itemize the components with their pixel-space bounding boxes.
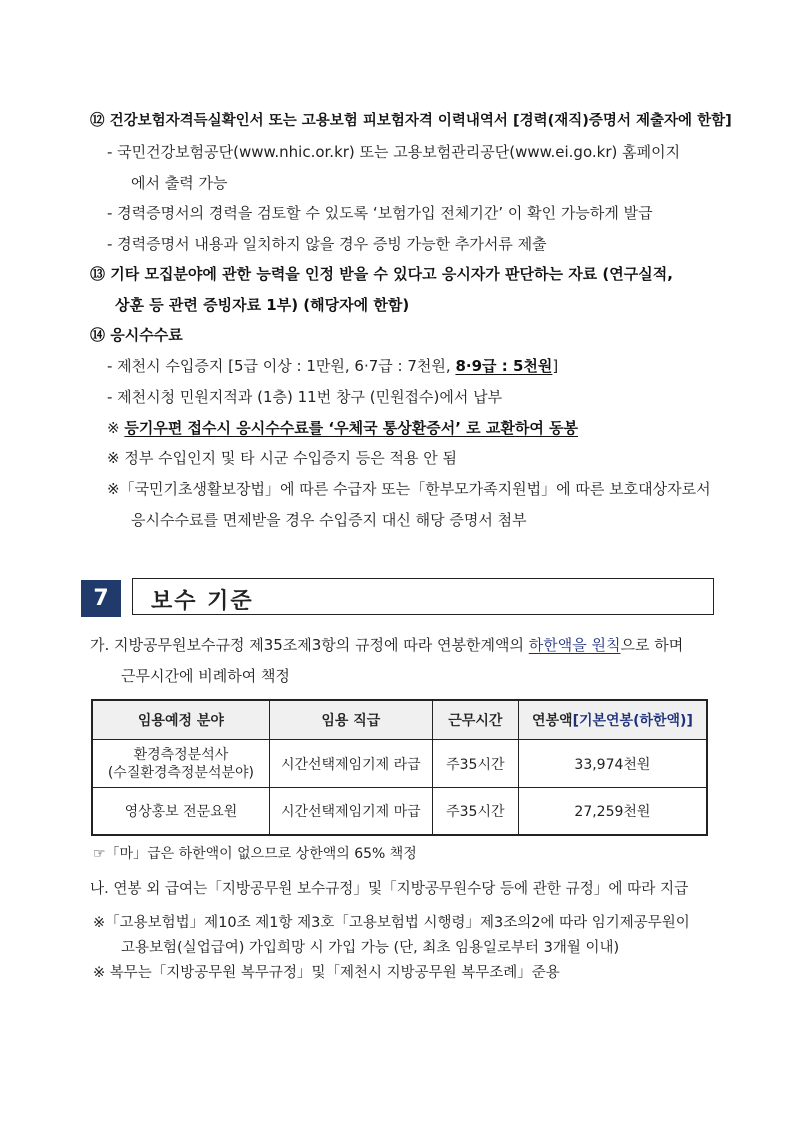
- item14-note1-mark: ※: [107, 419, 120, 437]
- final-note1-b: 고용보험(실업급여) 가입희망 시 가입 가능 (단, 최초 임용일로부터 3개월 이내): [121, 940, 620, 956]
- item14-fee-highlight: 8·9급 : 5천원: [455, 357, 553, 375]
- item12-title-text: 건강보험자격득실확인서 또는 고용보험 피보험자격 이력내역서: [109, 113, 508, 129]
- table-note: ☞「마」급은 하한액이 없으므로 상한액의 65% 책정: [93, 846, 417, 862]
- item14-note1: [107, 418, 578, 438]
- item12-sub1-a: - 국민건강보험공단(www.nhic.or.kr) 또는 고용보험관리공단(www.ei.go.kr) 홈페이지: [107, 143, 681, 161]
- final-note2: ※ 복무는「지방공무원 복무규정」및「제천시 지방공무원 복무조례」준용: [93, 965, 560, 981]
- ga-highlight: 하한액을 원칙: [528, 636, 621, 654]
- item14-note3-b: 응시수수료를 면제받을 경우 수입증지 대신 해당 증명서 첨부: [131, 511, 527, 529]
- header-salary-label: 연봉액: [532, 713, 573, 729]
- item13-line2: 상훈 등 관련 증빙자료 1부) (해당자에 한함): [115, 296, 410, 314]
- item12-title: [90, 111, 732, 131]
- item12-sub1-b: 에서 출력 가능: [131, 174, 228, 192]
- table-row: [92, 740, 707, 788]
- item14-fee-prefix: - 제천시 수입증지 [5급 이상 : 1만원, 6·7급 : 7천원,: [107, 357, 456, 375]
- item14-number: ⑭: [90, 326, 106, 344]
- header-salary-note: [기본연봉(하한액)]: [572, 713, 693, 729]
- section-title-box: [132, 578, 714, 615]
- table-header-row: [92, 700, 707, 740]
- item12-sub2: - 경력증명서의 경력을 검토할 수 있도록 ‘보험가입 전체기간’ 이 확인 가능하게 발급: [107, 204, 653, 222]
- row2-hours: 주35시간: [432, 788, 518, 836]
- row1-rank: 시간선택제임기제 라급: [269, 740, 432, 788]
- header-rank: 임용 직급: [269, 700, 432, 740]
- header-hours: 근무시간: [432, 700, 518, 740]
- pay-table: [91, 699, 708, 836]
- row1-hours: 주35시간: [432, 740, 518, 788]
- ga-line2: 근무시간에 비례하여 책정: [121, 667, 290, 685]
- item14-note3-a: ※「국민기초생활보장법」에 따른 수급자 또는「한부모가족지원법」에 따른 보호대상자로서: [107, 480, 711, 498]
- item13-line1-text: 기타 모집분야에 관한 능력을 인정 받을 수 있다고 응시자가 판단하는 자료 (연구실적,: [110, 265, 673, 283]
- section-number-badge: 7: [81, 580, 121, 617]
- item14-note1-text: 등기우편 접수시 응시수수료를 ‘우체국 통상환증서’ 로 교환하여 동봉: [124, 419, 579, 437]
- na-paragraph: 나. 연봉 외 급여는「지방공무원 보수규정」및「지방공무원수당 등에 관한 규정」에 따라 지급: [90, 880, 689, 897]
- section-title: 보수 기준: [151, 589, 254, 614]
- row1-field: [92, 740, 269, 788]
- item14-fee: [107, 356, 558, 376]
- item12-number: ⑫: [90, 113, 105, 129]
- header-salary: [518, 700, 707, 740]
- row2-rank: 시간선택제임기제 마급: [269, 788, 432, 836]
- header-field: 임용예정 분야: [92, 700, 269, 740]
- item14-title-text: 응시수수료: [110, 326, 183, 344]
- row2-field: 영상홍보 전문요원: [92, 788, 269, 836]
- item14-note2: ※ 정부 수입인지 및 타 시군 수입증지 등은 적용 안 됨: [107, 449, 458, 467]
- row2-salary: 27,259천원: [518, 788, 707, 836]
- row1-field-line2: (수질환경측정분석분야): [107, 764, 254, 781]
- item14-place: - 제천시청 민원지적과 (1층) 11번 창구 (민원접수)에서 납부: [107, 388, 503, 406]
- ga-suffix: 으로 하며: [620, 636, 684, 654]
- item14-title: [90, 325, 183, 345]
- ga-line1: [90, 635, 683, 655]
- row1-salary: 33,974천원: [518, 740, 707, 788]
- item13-line1: [90, 264, 673, 284]
- ga-prefix: 가. 지방공무원보수규정 제35조제3항의 규정에 따라 연봉한계액의: [90, 636, 529, 654]
- item13-number: ⑬: [90, 265, 106, 283]
- table-row: [92, 788, 707, 836]
- item12-sub3: - 경력증명서 내용과 일치하지 않을 경우 증빙 가능한 추가서류 제출: [107, 235, 547, 253]
- row1-field-line1: 환경측정분석사: [133, 746, 229, 763]
- item12-title-bracket: [경력(재직)증명서 제출자에 한함]: [513, 113, 732, 129]
- item14-fee-suffix: ]: [552, 357, 559, 375]
- final-note1-a: ※「고용보험법」제10조 제1항 제3호「고용보험법 시행령」제3조의2에 따라 임기제공무원이: [93, 915, 690, 931]
